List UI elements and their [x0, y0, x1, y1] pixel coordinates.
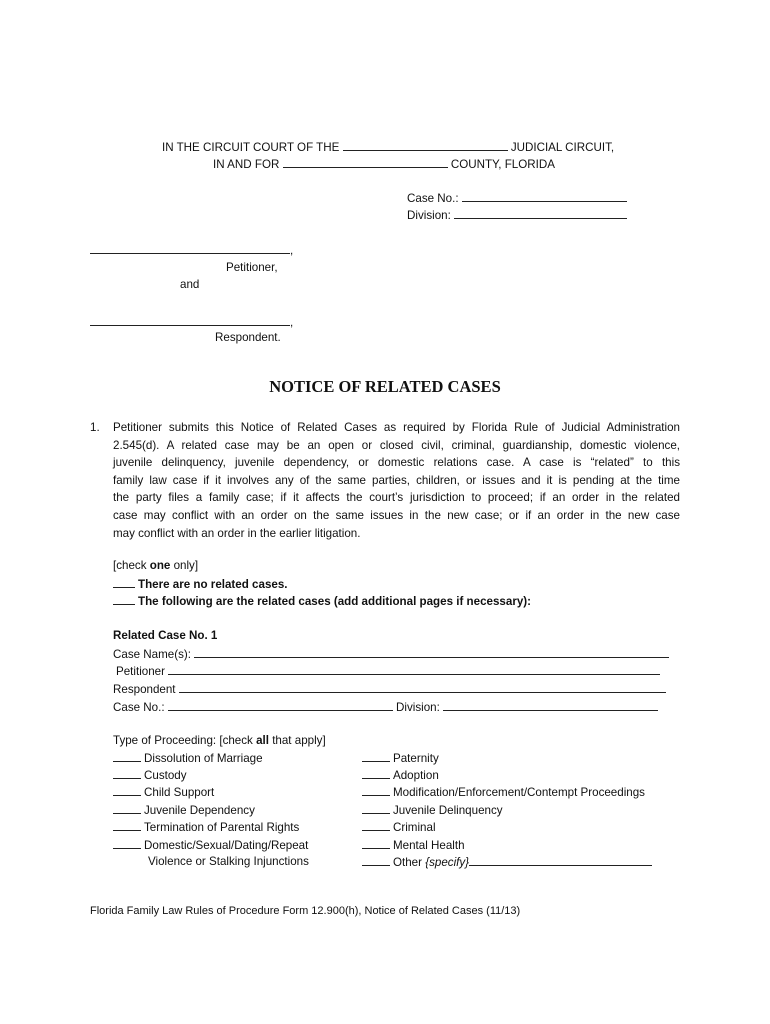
proceeding-label: Mental Health: [393, 839, 465, 852]
proceeding-option: [362, 750, 439, 767]
instruction-text: that apply]: [268, 734, 326, 747]
proceeding-checkbox[interactable]: [362, 854, 390, 866]
proceeding-label: Dissolution of Marriage: [144, 752, 263, 765]
respondent-name-line: ,: [90, 314, 293, 331]
proceeding-instruction: [113, 733, 326, 749]
proceeding-checkbox[interactable]: [362, 819, 390, 831]
paragraph-line: case may conflict with an order on the same issues in the new case; or if an order in the new case: [113, 508, 680, 522]
proceeding-label: Adoption: [393, 769, 439, 782]
proceeding-option: [362, 784, 645, 801]
check-one-instruction: [113, 558, 198, 574]
no-related-checkbox[interactable]: [113, 576, 135, 588]
petitioner-name-line: ,: [90, 242, 293, 259]
proceeding-option: [362, 819, 436, 836]
related-petitioner-field[interactable]: [168, 663, 660, 675]
proceeding-label: Custody: [144, 769, 187, 782]
related-respondent-label: Respondent: [113, 683, 176, 696]
proceeding-label: Juvenile Delinquency: [393, 804, 503, 817]
related-respondent-line: [113, 681, 666, 698]
proceeding-label: Criminal: [393, 821, 436, 834]
related-case-no-field[interactable]: [168, 699, 393, 711]
proceeding-checkbox[interactable]: [113, 750, 141, 762]
case-no-field[interactable]: [462, 190, 627, 202]
paragraph-line: the party files a family case; if it affects the court’s jurisdiction to proceed; if an order in the related: [113, 491, 680, 505]
paragraph-line: family law case if it involves any of the same parties, children, or issues and it is pending at the time: [113, 473, 680, 487]
related-petitioner-label: Petitioner: [116, 665, 165, 678]
related-division-label: Division:: [396, 701, 440, 714]
related-case-no-label: Case No.:: [113, 701, 165, 714]
division-line: [407, 207, 627, 224]
proceeding-checkbox[interactable]: [362, 767, 390, 779]
proceeding-checkbox[interactable]: [113, 802, 141, 814]
respondent-label: Respondent.: [215, 331, 281, 344]
in-and-for-label: IN AND FOR: [213, 158, 280, 171]
proceeding-checkbox[interactable]: [362, 750, 390, 762]
proceeding-option: [113, 837, 308, 854]
related-division-field[interactable]: [443, 699, 658, 711]
case-names-label: Case Name(s):: [113, 648, 191, 661]
proceeding-checkbox[interactable]: [362, 784, 390, 796]
court-label: IN THE CIRCUIT COURT OF THE: [162, 141, 340, 154]
county-field[interactable]: [283, 156, 448, 168]
related-case-heading: [113, 628, 217, 644]
option-label: There are no related cases.: [138, 578, 288, 591]
paragraph-line: 2.545(d). A related case may be an open or closed civil, criminal, guardianship, domestic violence,: [113, 438, 680, 452]
petitioner-name-field[interactable]: [90, 242, 290, 254]
proceeding-option: [362, 837, 465, 854]
case-no-label: Case No.:: [407, 192, 459, 205]
related-respondent-field[interactable]: [179, 681, 666, 693]
option-following: [113, 593, 531, 610]
case-names-field[interactable]: [194, 646, 669, 658]
petitioner-label: Petitioner,: [226, 261, 278, 274]
court-line: [162, 139, 614, 156]
instruction-text: [check: [113, 559, 150, 572]
heading-text: Related Case No. 1: [113, 629, 218, 642]
proceeding-label: Modification/Enforcement/Contempt Proceedings: [393, 786, 645, 799]
proceeding-option: [113, 802, 255, 819]
paragraph-number: 1.: [90, 421, 100, 434]
proceeding-option: [113, 750, 263, 767]
paragraph-line: may conflict with an order in the earlier litigation.: [113, 526, 361, 540]
proceeding-option: [113, 819, 299, 836]
proceeding-checkbox[interactable]: [113, 837, 141, 849]
proceeding-option: [362, 767, 439, 784]
proceeding-option-other: [362, 854, 652, 871]
proceeding-label: Paternity: [393, 752, 439, 765]
proceeding-checkbox[interactable]: [113, 819, 141, 831]
judicial-circuit-label: JUDICIAL CIRCUIT,: [510, 141, 615, 154]
and-label: and: [180, 278, 200, 291]
related-petitioner-line: [116, 663, 660, 680]
division-label: Division:: [407, 209, 451, 222]
other-specify-field[interactable]: [469, 854, 652, 866]
following-checkbox[interactable]: [113, 593, 135, 605]
paragraph-line: Petitioner submits this Notice of Related Cases as required by Florida Rule of Judicial Administration: [113, 421, 680, 434]
document-title: NOTICE OF RELATED CASES: [269, 377, 501, 396]
proceeding-checkbox[interactable]: [113, 784, 141, 796]
proceeding-option: [113, 767, 187, 784]
proceeding-checkbox[interactable]: [362, 802, 390, 814]
proceeding-label: Child Support: [144, 786, 215, 799]
county-label: COUNTY, FLORIDA: [450, 158, 555, 171]
proceeding-checkbox[interactable]: [362, 837, 390, 849]
paragraph-line: juvenile delinquency, juvenile dependency, or domestic relations case. A case is “related” to this: [113, 456, 680, 470]
proceeding-option: [113, 784, 214, 801]
proceeding-label: Other: [393, 856, 426, 869]
case-no-line: [407, 190, 627, 207]
case-names-line: [113, 646, 669, 663]
proceeding-option: [362, 802, 503, 819]
proceeding-label: Termination of Parental Rights: [144, 821, 300, 834]
respondent-name-field[interactable]: [90, 314, 290, 326]
instruction-bold: all: [256, 734, 269, 747]
paragraph-body: [113, 419, 680, 542]
county-line: [213, 156, 555, 173]
judicial-circuit-field[interactable]: [343, 139, 508, 151]
division-field[interactable]: [454, 207, 627, 219]
instruction-bold: one: [149, 559, 171, 572]
option-label: The following are the related cases (add additional pages if necessary):: [138, 595, 532, 608]
instruction-text: Type of Proceeding: [check: [113, 734, 257, 747]
proceeding-checkbox[interactable]: [113, 767, 141, 779]
footer: Florida Family Law Rules of Procedure Form 12.900(h), Notice of Related Cases (11/13): [90, 905, 521, 917]
proceeding-label: Domestic/Sexual/Dating/Repeat: [144, 839, 309, 852]
proceeding-continuation: Violence or Stalking Injunctions: [148, 855, 309, 868]
proceeding-label: Juvenile Dependency: [144, 804, 255, 817]
instruction-text: only]: [170, 559, 199, 572]
related-case-no-line: [113, 699, 658, 716]
specify-label: {specify}: [425, 856, 470, 869]
option-no-related: [113, 576, 288, 593]
